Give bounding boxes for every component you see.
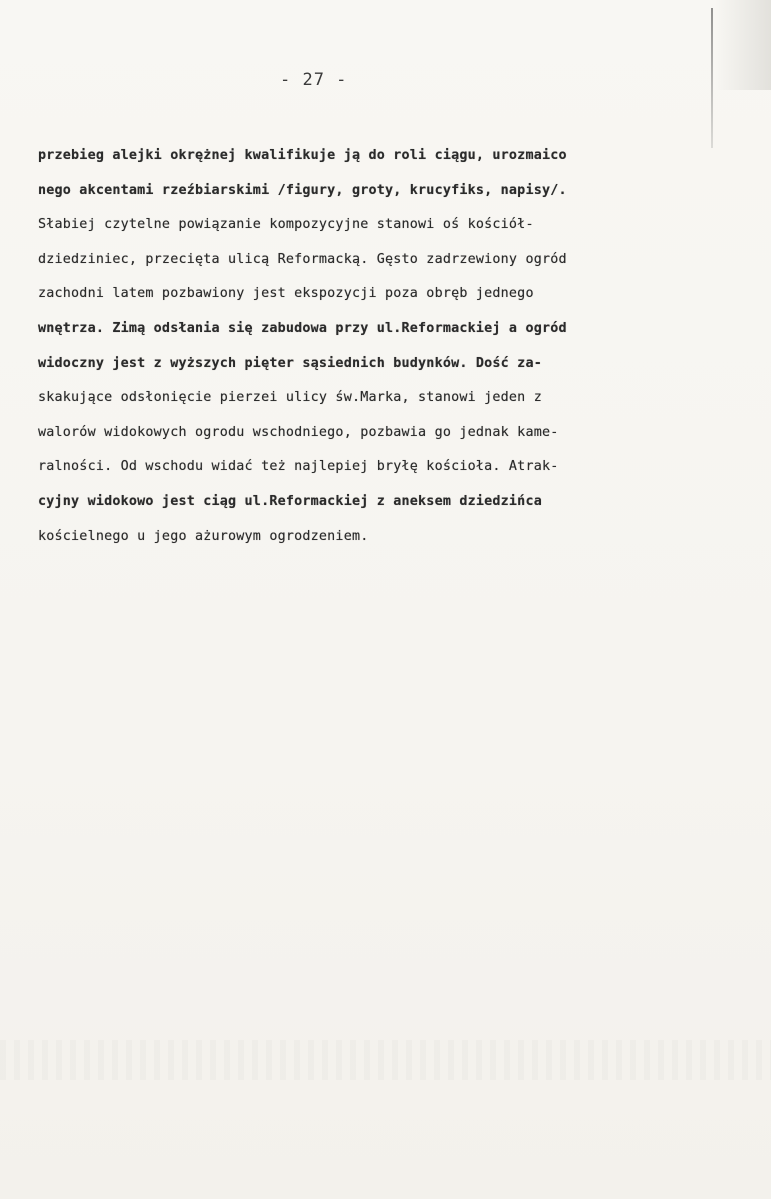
text-line: nego akcentami rzeźbiarskimi /figury, groty, krucyfiks, napisy/. [38,182,567,198]
text-line: wnętrza. Zimą odsłania się zabudowa przy ul.Reformackiej a ogród [38,320,567,336]
text-line: walorów widokowych ogrodu wschodniego, pozbawia go jednak kame- [38,424,559,440]
text-line: kościelnego u jego ażurowym ogrodzeniem. [38,528,369,544]
scan-edge-line [711,8,713,148]
text-line: widoczny jest z wyższych pięter sąsiednich budynków. Dość za- [38,355,542,371]
scan-edge-shadow [715,0,771,90]
body-paragraph [38,139,718,554]
text-line: dziedziniec, przecięta ulicą Reformacką. Gęsto zadrzewiony ogród [38,251,567,267]
scan-artifact-band [0,1040,771,1080]
text-line: zachodni latem pozbawiony jest ekspozycji poza obręb jednego [38,286,534,302]
text-line: ralności. Od wschodu widać też najlepiej bryłę kościoła. Atrak- [38,459,559,475]
text-line: skakujące odsłonięcie pierzei ulicy św.Marka, stanowi jeden z [38,390,542,406]
text-line: przebieg alejki okrężnej kwalifikuje ją do roli ciągu, urozmaico [38,148,567,163]
text-line: Słabiej czytelne powiązanie kompozycyjne stanowi oś kościół- [38,217,534,233]
text-line: cyjny widokowo jest ciąg ul.Reformackiej z aneksem dziedzińca [38,493,542,509]
page-number: - 27 - [280,70,348,90]
